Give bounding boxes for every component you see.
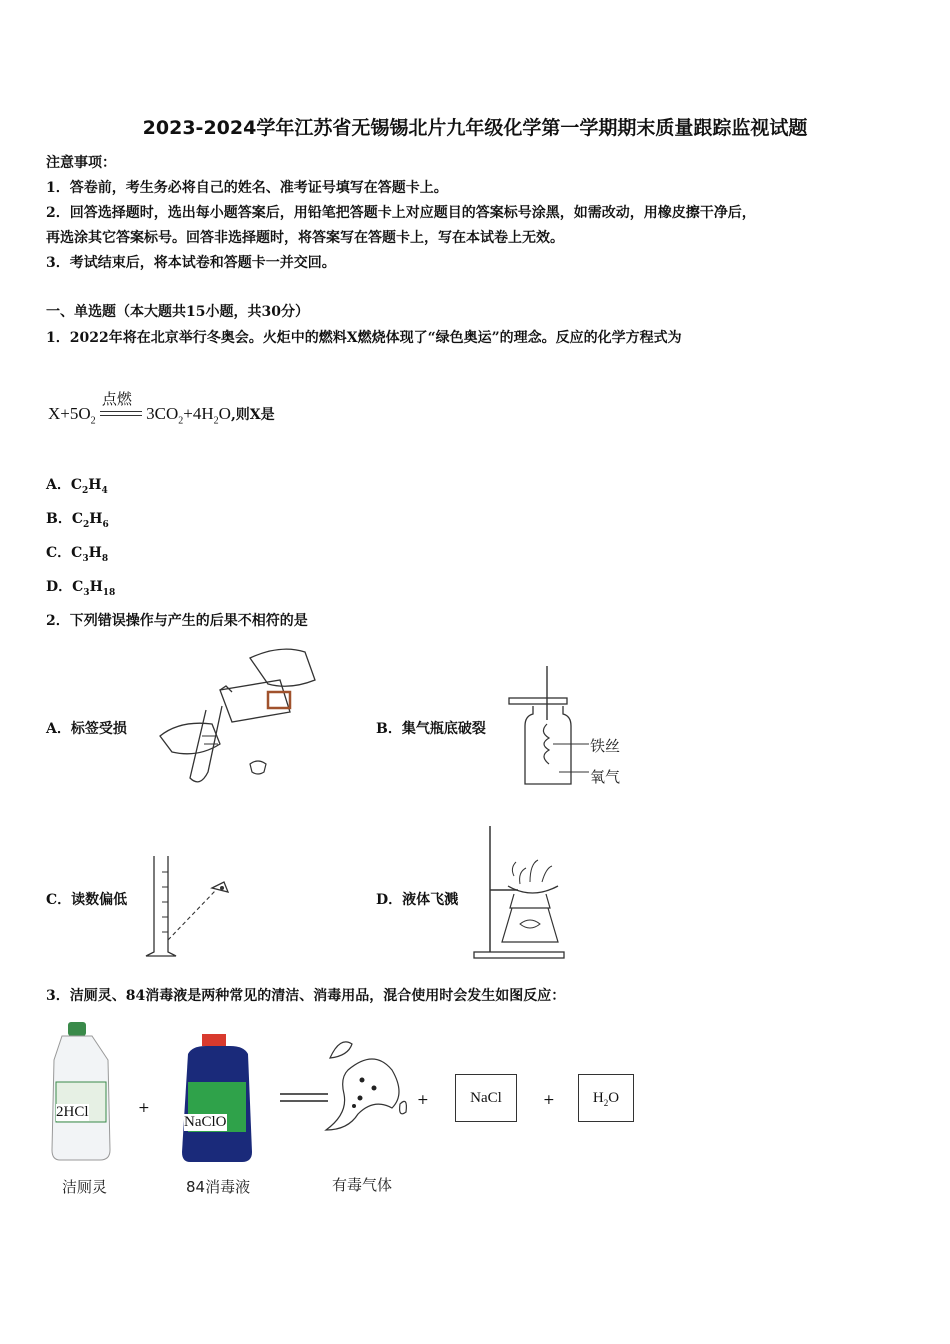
evaporation-figure — [470, 824, 580, 964]
plus-1: + — [138, 1100, 150, 1116]
nacl-box: NaCl — [455, 1074, 517, 1122]
eq-rhs2: +4H — [183, 404, 214, 423]
q1-stem: 1．2022年将在北京举行冬奥会。火炬中的燃料X燃烧体现了“绿色奥运”的理念。反应的化学方程式为 — [46, 330, 682, 346]
eq-rhs2-sub: 2 — [213, 415, 219, 427]
eq-lhs-sub: 2 — [90, 415, 96, 427]
q1-equation — [48, 392, 275, 427]
label-oxygen: 氧气 — [590, 768, 621, 786]
plus-2: + — [417, 1092, 429, 1108]
q2-option-b-label: B．集气瓶底破裂 — [376, 721, 486, 737]
eq-rhs1: 3CO — [146, 404, 179, 423]
q2-option-a-label: A．标签受损 — [46, 721, 127, 737]
toxic-gas-drawing — [318, 1034, 418, 1140]
caption-disinfectant: 84消毒液 — [186, 1178, 251, 1196]
plus-3: + — [543, 1092, 555, 1108]
notes-item-2: 2．回答选择题时，选出每小题答案后，用铅笔把答题卡上对应题目的答案标号涂黑，如需改动，用橡皮擦干净后， — [46, 205, 756, 221]
q1-option-b: B．$C_2H_6$ — [46, 511, 109, 530]
disinfectant-bottle — [178, 1032, 258, 1164]
bottle2-formula: NaClO — [184, 1114, 227, 1130]
notes-heading: 注意事项： — [46, 155, 116, 171]
q1-option-c: C．$C_3H_8$ — [46, 545, 109, 564]
eq-rhs1-sub: 2 — [178, 415, 184, 427]
eq-condition: 点燃 — [101, 392, 132, 409]
notes-item-3: 3．考试结束后，将本试卷和答题卡一并交回。 — [46, 255, 336, 271]
toilet-cleaner-bottle — [48, 1020, 118, 1165]
pouring-liquid-figure — [150, 640, 340, 790]
q1-option-d: D．$C_3H_{18}$ — [46, 579, 116, 598]
page-title: 2023-2024学年江苏省无锡锡北片九年级化学第一学期期末质量跟踪监视试题 — [142, 117, 808, 139]
q1-option-a: A．$C_2H_4$ — [46, 477, 108, 496]
eq-tail: ,则X是 — [230, 407, 275, 423]
caption-toilet-cleaner: 洁厕灵 — [62, 1178, 108, 1196]
eq-lhs: X+5O — [48, 404, 91, 423]
q2-option-d-label: D．液体飞溅 — [376, 892, 459, 908]
graduated-cylinder-figure — [142, 852, 242, 962]
label-iron-wire: 铁丝 — [590, 737, 621, 755]
q2-option-c-label: C．读数偏低 — [46, 892, 128, 908]
caption-toxic-gas: 有毒气体 — [332, 1176, 393, 1194]
water-box: $H_2O$ — [578, 1074, 634, 1122]
eq-arrow — [100, 392, 142, 421]
q3-stem: 3．洁厕灵、84消毒液是两种常见的清洁、消毒用品，混合使用时会发生如图反应： — [46, 988, 566, 1004]
bottle1-formula: 2HCl — [56, 1104, 89, 1120]
q2-stem: 2．下列错误操作与产生的后果不相符的是 — [46, 613, 308, 629]
notes-item-2-cont: 再选涂其它答案标号。回答非选择题时，将答案写在答题卡上，写在本试卷上无效。 — [46, 230, 564, 246]
eq-rhs3: O — [218, 404, 231, 423]
notes-item-1: 1．答卷前，考生务必将自己的姓名、准考证号填写在答题卡上。 — [46, 180, 448, 196]
section-heading: 一、单选题（本大题共15小题，共30分） — [46, 304, 309, 320]
